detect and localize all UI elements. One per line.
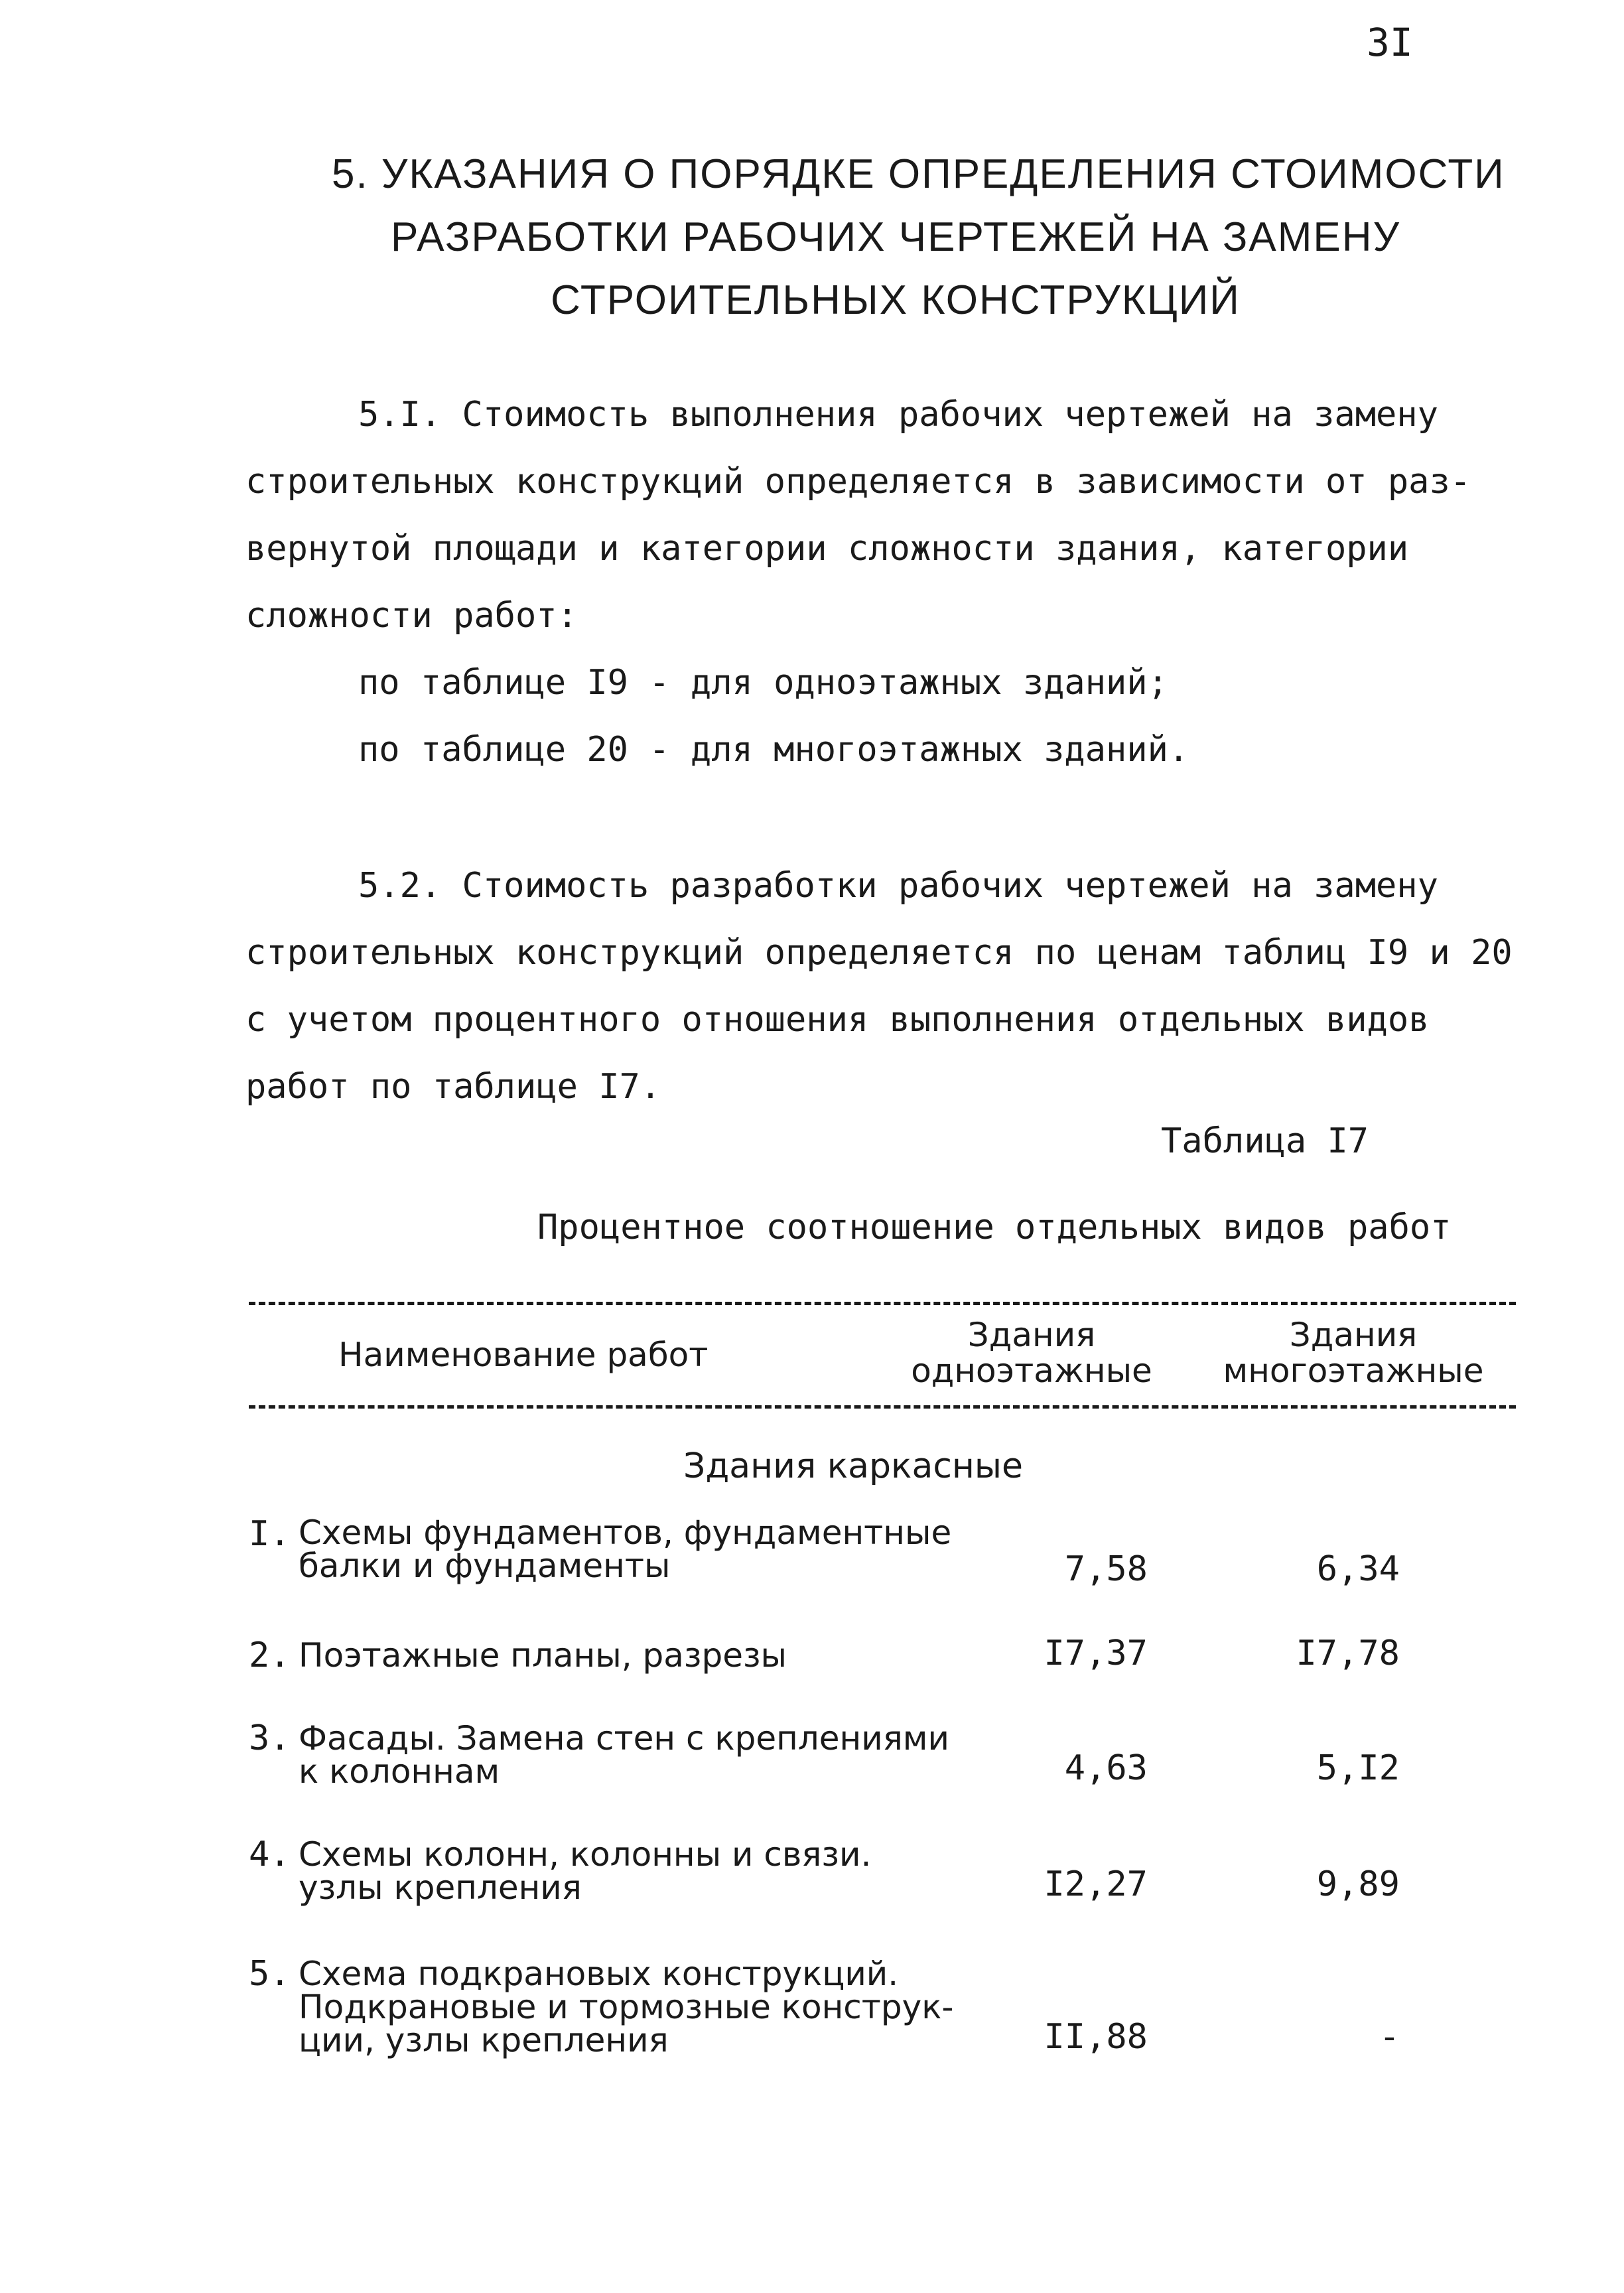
value-multi-storey: 5,I2 (1316, 1748, 1400, 1788)
row-description-line: Схема подкрановых конструкций. (299, 1955, 899, 1993)
row-description (299, 1835, 872, 1907)
table-top-rule (249, 1302, 1516, 1305)
value-one-storey: 7,58 (1064, 1549, 1148, 1589)
row-description-line: Подкрановые и тормозные конструк- (299, 1988, 954, 2026)
column-header-one-storey (909, 1317, 1154, 1389)
row-number: I. (249, 1514, 291, 1554)
heading-line: РАЗРАБОТКИ РАБОЧИХ ЧЕРТЕЖЕЙ НА ЗАМЕНУ (391, 214, 1400, 260)
row-description-line: к колоннам (299, 1752, 500, 1791)
header-line: многоэтажные (1223, 1352, 1484, 1390)
row-description (299, 1719, 949, 1791)
row-description-line: ции, узлы крепления (299, 2021, 669, 2059)
row-description-line: Схемы фундаментов, фундаментные (299, 1513, 952, 1552)
paragraph-5-1 (245, 382, 1506, 784)
value-one-storey: 4,63 (1064, 1748, 1148, 1788)
value-one-storey: II,88 (1044, 2017, 1148, 2057)
row-number: 2. (249, 1635, 291, 1675)
value-one-storey: I2,27 (1044, 1864, 1148, 1904)
value-multi-storey: I7,78 (1296, 1633, 1400, 1673)
value-multi-storey: 6,34 (1316, 1549, 1400, 1589)
page-number: 3I (1367, 20, 1413, 65)
paragraph-line: с учетом процентного отношения выполнения отдельных видов (245, 1000, 1430, 1040)
value-multi-storey: 9,89 (1316, 1864, 1400, 1904)
row-description-line: балки и фундаменты (299, 1547, 671, 1585)
row-number: 3. (249, 1718, 291, 1758)
column-header-name: Наименование работ (338, 1336, 709, 1374)
row-number: 5. (249, 1954, 291, 1994)
table-caption: Процентное соотношение отдельных видов работ (537, 1208, 1452, 1247)
value-multi-storey: - (1379, 2017, 1400, 2057)
paragraph-line: вернутой площади и категории сложности здания, категории (245, 529, 1409, 569)
value-one-storey: I7,37 (1044, 1633, 1148, 1673)
column-header-multi-storey (1221, 1317, 1486, 1389)
paragraph-5-2 (245, 853, 1513, 1121)
row-description (299, 1957, 953, 2057)
row-description (299, 1513, 952, 1585)
paragraph-line: сложности работ: (245, 596, 578, 636)
paragraph-line: строительных конструкций определяется по ценам таблиц I9 и 20 (245, 933, 1513, 973)
row-description-line: узлы крепления (299, 1868, 582, 1907)
heading-line: 5. УКАЗАНИЯ О ПОРЯДКЕ ОПРЕДЕЛЕНИЯ СТОИМОСТИ (332, 151, 1505, 197)
table-section-title: Здания каркасные (683, 1446, 1023, 1486)
paragraph-line: работ по таблице I7. (245, 1067, 661, 1107)
table-label: Таблица I7 (1161, 1121, 1369, 1161)
paragraph-line: 5.2. Стоимость разработки рабочих чертежей на замену (358, 866, 1438, 906)
header-line: Здания (1289, 1316, 1418, 1354)
row-description-line: Поэтажные планы, разрезы (299, 1636, 787, 1675)
heading-line: СТРОИТЕЛЬНЫХ КОНСТРУКЦИЙ (551, 277, 1241, 323)
table-header-rule (249, 1405, 1516, 1409)
section-heading (332, 143, 1505, 332)
header-line: Здания (967, 1316, 1096, 1354)
row-description-line: Схемы колонн, колонны и связи. (299, 1835, 872, 1874)
row-description (299, 1636, 787, 1675)
paragraph-line: строительных конструкций определяется в зависимости от раз- (245, 462, 1471, 502)
list-item: по таблице I9 - для одноэтажных зданий; (358, 663, 1168, 703)
header-line: одноэтажные (911, 1352, 1152, 1390)
row-number: 4. (249, 1835, 291, 1874)
row-description-line: Фасады. Замена стен с креплениями (299, 1719, 949, 1758)
paragraph-line: 5.I. Стоимость выполнения рабочих чертежей на замену (358, 395, 1438, 435)
list-item: по таблице 20 - для многоэтажных зданий. (358, 730, 1189, 770)
